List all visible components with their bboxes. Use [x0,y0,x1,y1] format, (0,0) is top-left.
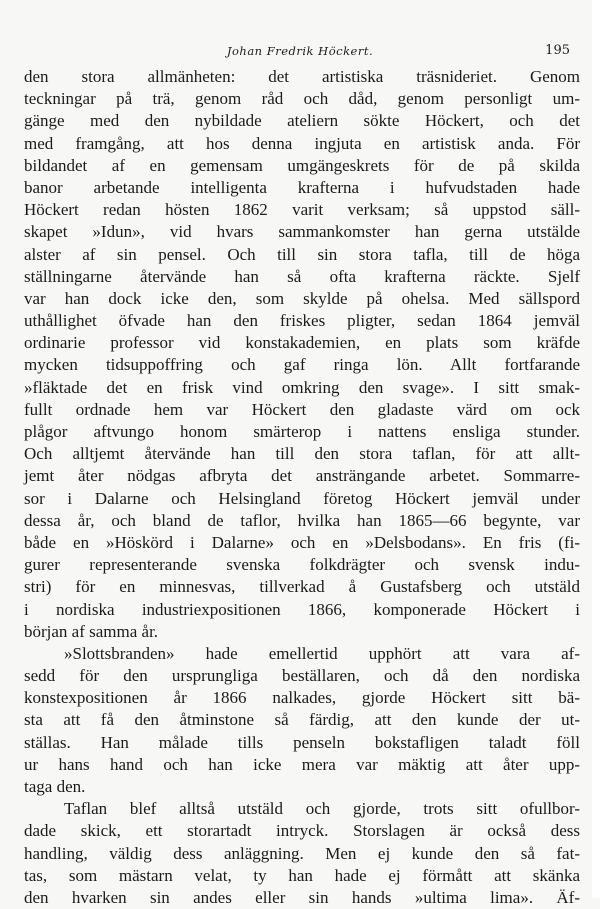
running-title: Johan Fredrik Höckert. [226,44,374,58]
text-line: Taflan blef alltså utstäld och gjorde, trots sitt ofullbor- [64,799,580,819]
text-line: gänge med den nybildade ateliern sökte Höckert, och det [24,111,580,131]
text-line: »Slottsbranden» hade emellertid upphört att vara af- [64,643,580,663]
paragraph-3 [24,798,580,909]
text-line: plågor aftvungo honom smärterop i nattens ensliga stunder. [24,422,580,441]
paragraph-1 [24,66,580,643]
text-line: dessa år, och bland de taflor, hvilka han 1865—66 begynte, var [24,510,580,530]
text-line: mycken tidsuppoffring och gaf ringa lön. Allt fortfarande [24,355,580,375]
text-line: den hvarken sin andes eller sin hands »ultima lima». Äf- [24,887,580,907]
text-line: fullt ordnade hem var Höckert den gladaste värd om ock [24,399,580,419]
text-line: början af samma år. [24,621,159,641]
text-line: jemt åter nödgas afbryta det ansträngande arbetet. Sommarre- [24,466,580,486]
text-line: handling, väldig dess anläggning. Men ej kunde den så fat- [24,843,580,863]
text-line: »fläktade det en frisk vind omkring den svage». I sitt smak- [24,377,580,397]
text-line: dade skick, ett storartadt intryck. Storslagen är också dess [24,821,580,841]
text-line: gurer representerande svenska folkdrägter och svensk indu- [24,555,580,575]
text-line: Höckert redan hösten 1862 varit verksam; så uppstod säll- [24,200,580,220]
text-line: sedd för den ursprungliga beställaren, och då den nordiska [24,666,580,686]
paragraph-2 [24,643,580,798]
text-line: sor i Dalarne och Helsingland företog Höckert jemväl under [24,488,580,508]
text-line: både en »Höskörd i Dalarne» och en »Delsbodans». En fris (fi- [24,532,580,552]
text-line: var han dock icke den, som skylde på ohelsa. Med sällspord [24,288,580,308]
text-line: sta att få den åtminstone så färdig, att den kunde der ut- [24,710,580,730]
text-line: ordinarie professor vid konstakademien, en plats som kräfde [24,333,580,353]
text-line: tas, som mästarn velat, ty han hade ej förmått att skänka [24,865,580,885]
text-line: i nordiska industriexpositionen 1866, komponerade Höckert i [24,599,580,619]
text-line: ur hans hand och han icke mera var mäktig att åter upp- [24,754,580,774]
text-line: alster af sin pensel. Och till sin stora tafla, till de höga [24,244,580,264]
text-line: Och alltjemt återvände han till den stora taflan, för att allt- [24,444,580,464]
text-line: konstexpositionen år 1866 nalkades, gjorde Höckert sitt bä- [24,688,580,708]
page-header [0,38,600,62]
page-edge [592,0,600,898]
text-line: uthållighet öfvade han den friskes pligter, sedan 1864 jemväl [24,311,580,331]
body-text [24,66,580,909]
text-line: ställningarne återvände han så ofta krafterna räckte. Sjelf [24,266,580,286]
text-line: med framgång, att hos denna ingjuta en artistisk anda. För [24,133,580,153]
text-line: ställas. Han målade tills penseln bokstafligen taladt föll [24,732,580,752]
text-line: bildandet af en gemensam umgängeskrets för de på skilda [24,155,580,175]
text-line: banor arbetande intelligenta krafterna i hufvudstaden hade [24,177,580,197]
text-line: skapet »Idun», vid hvars sammankomster han gerna utstälde [24,222,580,242]
page-number: 195 [545,43,570,58]
text-line: teckningar på trä, genom råd och dåd, genom personligt um- [24,89,580,109]
text-line: taga den. [24,777,86,796]
text-line: den stora allmänheten: det artistiska träsnideriet. Genom [24,67,580,86]
text-line: stri) för en minnesvas, tillverkad å Gustafsberg och utstäld [24,577,580,597]
